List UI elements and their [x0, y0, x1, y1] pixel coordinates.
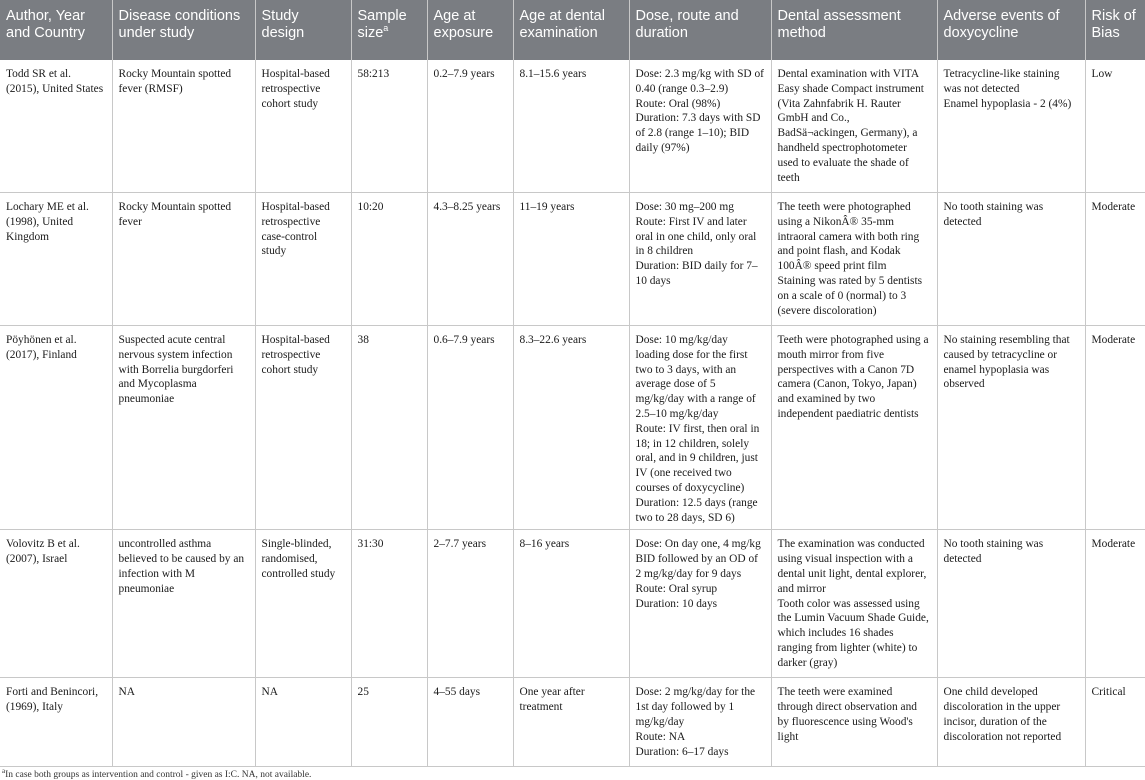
cell-age-exposure: 0.2–7.9 years [427, 60, 513, 193]
header-bias: Risk of Bias [1085, 0, 1145, 60]
cell-design: NA [255, 678, 351, 767]
table-row [0, 678, 1145, 767]
cell-bias: Critical [1085, 678, 1145, 767]
cell-age-exposure: 4–55 days [427, 678, 513, 767]
cell-sample: 10:20 [351, 193, 427, 326]
cell-adverse [937, 326, 1085, 530]
cell-adverse [937, 530, 1085, 678]
dose-line: Dose: 2.3 mg/kg with SD of 0.40 (range 0.3–2.9) [635, 68, 764, 95]
adverse-line: No tooth staining was detected [943, 201, 1044, 228]
cell-age-exam: 8–16 years [513, 530, 629, 678]
table-row [0, 193, 1145, 326]
route-line: Route: Oral syrup [635, 582, 718, 595]
cell-disease: Suspected acute central nervous system infection with Borrelia burgdorferi and Mycoplasma pneumoniae [112, 326, 255, 530]
cell-design: Hospital-based retrospective cohort study [255, 326, 351, 530]
cell-sample: 58:213 [351, 60, 427, 193]
assessment-line: Dental examination with VITA Easy shade Compact instrument (Vita Zahnfabrik H. Rauter GmbH and Co., BadSä¬ackingen, Germany), a handheld spectrophotometer used to evaluate the shade of teeth [777, 68, 924, 184]
cell-age-exposure: 4.3–8.25 years [427, 193, 513, 326]
adverse-line: Enamel hypoplasia - 2 (4%) [943, 97, 1072, 110]
cell-author: Forti and Benincori, (1969), Italy [0, 678, 112, 767]
cell-age-exam: One year after treatment [513, 678, 629, 767]
duration-line: Duration: 10 days [635, 597, 718, 610]
cell-disease: Rocky Mountain spotted fever [112, 193, 255, 326]
cell-age-exam: 8.1–15.6 years [513, 60, 629, 193]
cell-dose [629, 60, 771, 193]
cell-author: Pöyhönen et al. (2017), Finland [0, 326, 112, 530]
header-sample-footnote-marker: a [383, 22, 389, 33]
dose-line: Dose: 2 mg/kg/day for the 1st day followed by 1 mg/kg/day [635, 686, 756, 728]
header-sample [351, 0, 427, 60]
cell-bias: Moderate [1085, 193, 1145, 326]
cell-age-exposure: 0.6–7.9 years [427, 326, 513, 530]
cell-dose [629, 530, 771, 678]
cell-design: Hospital-based retrospective cohort study [255, 60, 351, 193]
header-design: Study design [255, 0, 351, 60]
adverse-line: No tooth staining was detected [943, 538, 1044, 566]
assessment-line: Staining was rated by 5 dentists on a scale of 0 (normal) to 3 (severe discoloration) [777, 274, 923, 317]
cell-dose [629, 193, 771, 326]
cell-assessment [771, 193, 937, 326]
assessment-line: Tooth color was assessed using the Lumin Vacuum Shade Guide, which includes 16 shades ranging from lighter (white) to darker (gray) [777, 597, 929, 669]
cell-adverse [937, 60, 1085, 193]
header-dose: Dose, route and duration [629, 0, 771, 60]
cell-disease: uncontrolled asthma believed to be caused by an infection with M pneumoniae [112, 530, 255, 678]
cell-bias: Moderate [1085, 326, 1145, 530]
route-line: Route: NA [635, 730, 686, 743]
assessment-line: The examination was conducted using visual inspection with a dental unit light, dental explorer, and mirror [777, 538, 927, 595]
header-author: Author, Year and Country [0, 0, 112, 60]
cell-author: Volovitz B et al. (2007), Israel [0, 530, 112, 678]
duration-line: Duration: 6–17 days [635, 745, 729, 758]
dose-line: Dose: On day one, 4 mg/kg BID followed by an OD of 2 mg/kg/day for 9 days [635, 538, 761, 580]
cell-assessment [771, 326, 937, 530]
cell-bias: Low [1085, 60, 1145, 193]
cell-assessment [771, 530, 937, 678]
footnote-marker: a [2, 767, 6, 775]
cell-age-exam: 11–19 years [513, 193, 629, 326]
assessment-line: The teeth were examined through direct observation and by fluorescence using Wood's light [777, 686, 917, 743]
adverse-line: No staining resembling that caused by tetracycline or enamel hypoplasia was observed [943, 334, 1070, 391]
route-line: Route: IV first, then oral in 18; in 12 children, solely oral, and in 9 children, just IV (one received two courses of doxycycline) [635, 422, 760, 494]
route-line: Route: First IV and later oral in one child, only oral in 8 children [635, 215, 757, 258]
cell-disease: NA [112, 678, 255, 767]
adverse-line: One child developed discoloration in the upper incisor, duration of the discoloration not reported [943, 686, 1062, 743]
cell-sample: 25 [351, 678, 427, 767]
assessment-line: Teeth were photographed using a mouth mirror from five perspectives with a Canon 7D camera (Canon, Tokyo, Japan) and examined by two independent paediatric dentists [777, 334, 929, 420]
header-assessment: Dental assessment method [771, 0, 937, 60]
cell-adverse [937, 678, 1085, 767]
cell-adverse [937, 193, 1085, 326]
cell-design: Hospital-based retrospective case-control study [255, 193, 351, 326]
dose-line: Dose: 10 mg/kg/day loading dose for the first two to 3 days, with an average dose of 5 mg/kg/day with a range of 2.5–10 mg/kg/day [635, 334, 756, 420]
table-row [0, 530, 1145, 678]
table-row [0, 326, 1145, 530]
cell-assessment [771, 678, 937, 767]
cell-design: Single-blinded, randomised, controlled study [255, 530, 351, 678]
header-disease: Disease conditions under study [112, 0, 255, 60]
header-sample-label: Sample size [357, 8, 407, 41]
table-row [0, 60, 1145, 193]
duration-line: Duration: BID daily for 7–10 days [635, 260, 758, 287]
assessment-line: The teeth were photographed using a NikonÂ® 35-mm intraoral camera with both ring and point flash, and Kodak 100Â® speed print film [777, 201, 920, 273]
adverse-line: Tetracycline-like staining was not detected [943, 68, 1060, 95]
duration-line: Duration: 12.5 days (range two to 28 days, SD 6) [635, 496, 758, 524]
cell-sample: 31:30 [351, 530, 427, 678]
footnote-text: In case both groups as intervention and control - given as I:C. NA, not available. [5, 770, 312, 780]
cell-author: Lochary ME et al. (1998), United Kingdom [0, 193, 112, 326]
table-header-row [0, 0, 1145, 60]
cell-assessment [771, 60, 937, 193]
header-age-exam: Age at dental examination [513, 0, 629, 60]
cell-sample: 38 [351, 326, 427, 530]
cell-bias: Moderate [1085, 530, 1145, 678]
cell-dose [629, 678, 771, 767]
cell-author: Todd SR et al. (2015), United States [0, 60, 112, 193]
cell-dose [629, 326, 771, 530]
header-adverse: Adverse events of doxycycline [937, 0, 1085, 60]
table-footnote [0, 763, 311, 780]
cell-age-exposure: 2–7.7 years [427, 530, 513, 678]
duration-line: Duration: 7.3 days with SD of 2.8 (range 1–10); BID daily (97%) [635, 112, 761, 154]
dose-line: Dose: 30 mg–200 mg [635, 201, 734, 213]
header-age-exposure: Age at exposure [427, 0, 513, 60]
route-line: Route: Oral (98%) [635, 97, 721, 110]
cell-disease: Rocky Mountain spotted fever (RMSF) [112, 60, 255, 193]
cell-age-exam: 8.3–22.6 years [513, 326, 629, 530]
